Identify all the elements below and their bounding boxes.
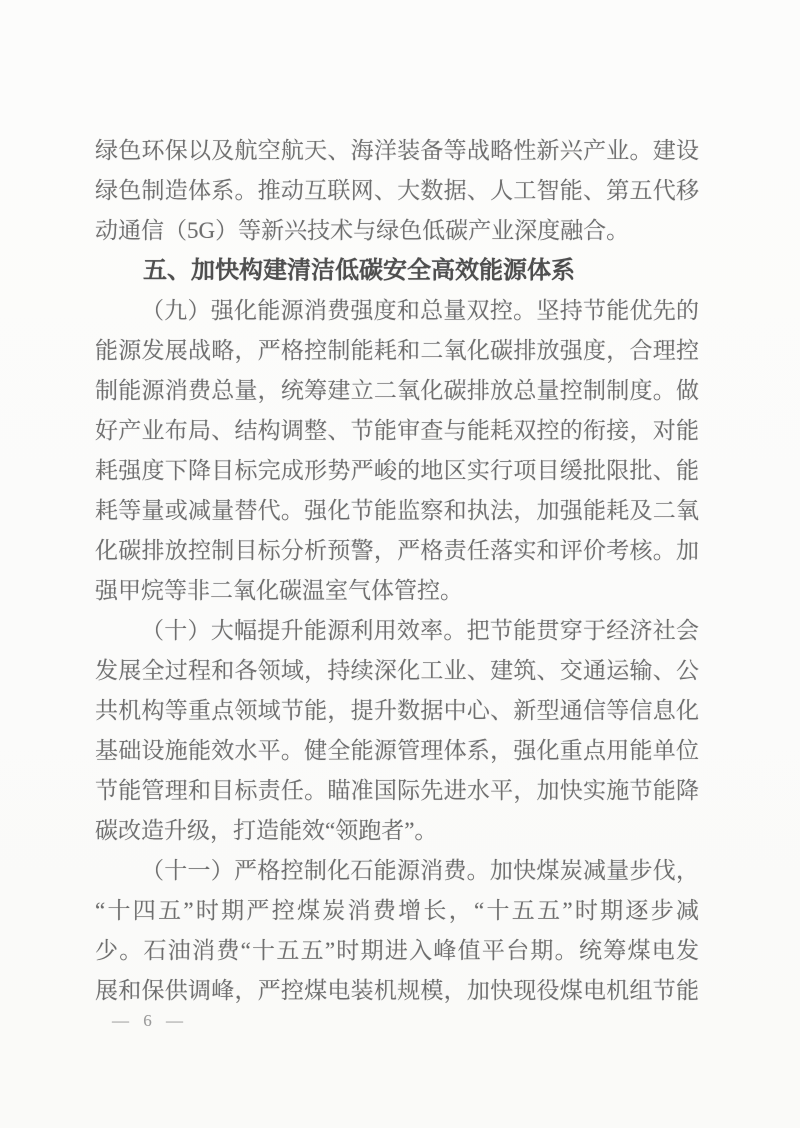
text-line: 强甲烷等非二氧化碳温室气体管控。 xyxy=(95,578,463,603)
text-line: 耗等量或减量替代。强化节能监察和执法，加强能耗及二氧 xyxy=(95,498,699,523)
document-body xyxy=(95,131,699,1011)
section-heading: 五、加快构建清洁低碳安全高效能源体系 xyxy=(143,257,575,284)
text-line: 制能源消费总量，统筹建立二氧化碳排放总量控制制度。做 xyxy=(95,378,699,403)
text-line: 基础设施能效水平。健全能源管理体系，强化重点用能单位 xyxy=(95,738,699,763)
page-number: — 6 — xyxy=(112,1011,188,1030)
text-line: 化碳排放控制目标分析预警，严格责任落实和评价考核。加 xyxy=(95,538,699,563)
text-line: 节能管理和目标责任。瞄准国际先进水平，加快实施节能降 xyxy=(95,778,699,803)
paragraph-11-lead-line: （十一）严格控制化石能源消费。加快煤炭减量步伐， xyxy=(141,858,699,883)
text-line: 能源发展战略，严格控制能耗和二氧化碳排放强度，合理控 xyxy=(95,338,699,363)
paragraph-10-lead-line: （十）大幅提升能源利用效率。把节能贯穿于经济社会 xyxy=(141,618,699,643)
text-line: 展和保供调峰，严控煤电装机规模，加快现役煤电机组节能 xyxy=(95,978,699,1003)
text-line: 共机构等重点领域节能，提升数据中心、新型通信等信息化 xyxy=(95,698,699,723)
paragraph-9-lead-line: （九）强化能源消费强度和总量双控。坚持节能优先的 xyxy=(141,298,699,323)
text-line: 动通信（5G）等新兴技术与绿色低碳产业深度融合。 xyxy=(95,218,630,243)
text-line: “十四五”时期严控煤炭消费增长，“十五五”时期逐步减 xyxy=(95,898,699,923)
text-line: 耗强度下降目标完成形势严峻的地区实行项目缓批限批、能 xyxy=(95,458,699,483)
text-line: 绿色环保以及航空航天、海洋装备等战略性新兴产业。建设 xyxy=(95,138,699,163)
text-line: 绿色制造体系。推动互联网、大数据、人工智能、第五代移 xyxy=(95,178,699,203)
text-line: 发展全过程和各领域，持续深化工业、建筑、交通运输、公 xyxy=(95,658,699,683)
text-line: 碳改造升级，打造能效“领跑者”。 xyxy=(95,818,438,843)
text-line: 少。石油消费“十五五”时期进入峰值平台期。统筹煤电发 xyxy=(95,938,699,963)
text-line: 好产业布局、结构调整、节能审查与能耗双控的衔接，对能 xyxy=(95,418,699,443)
